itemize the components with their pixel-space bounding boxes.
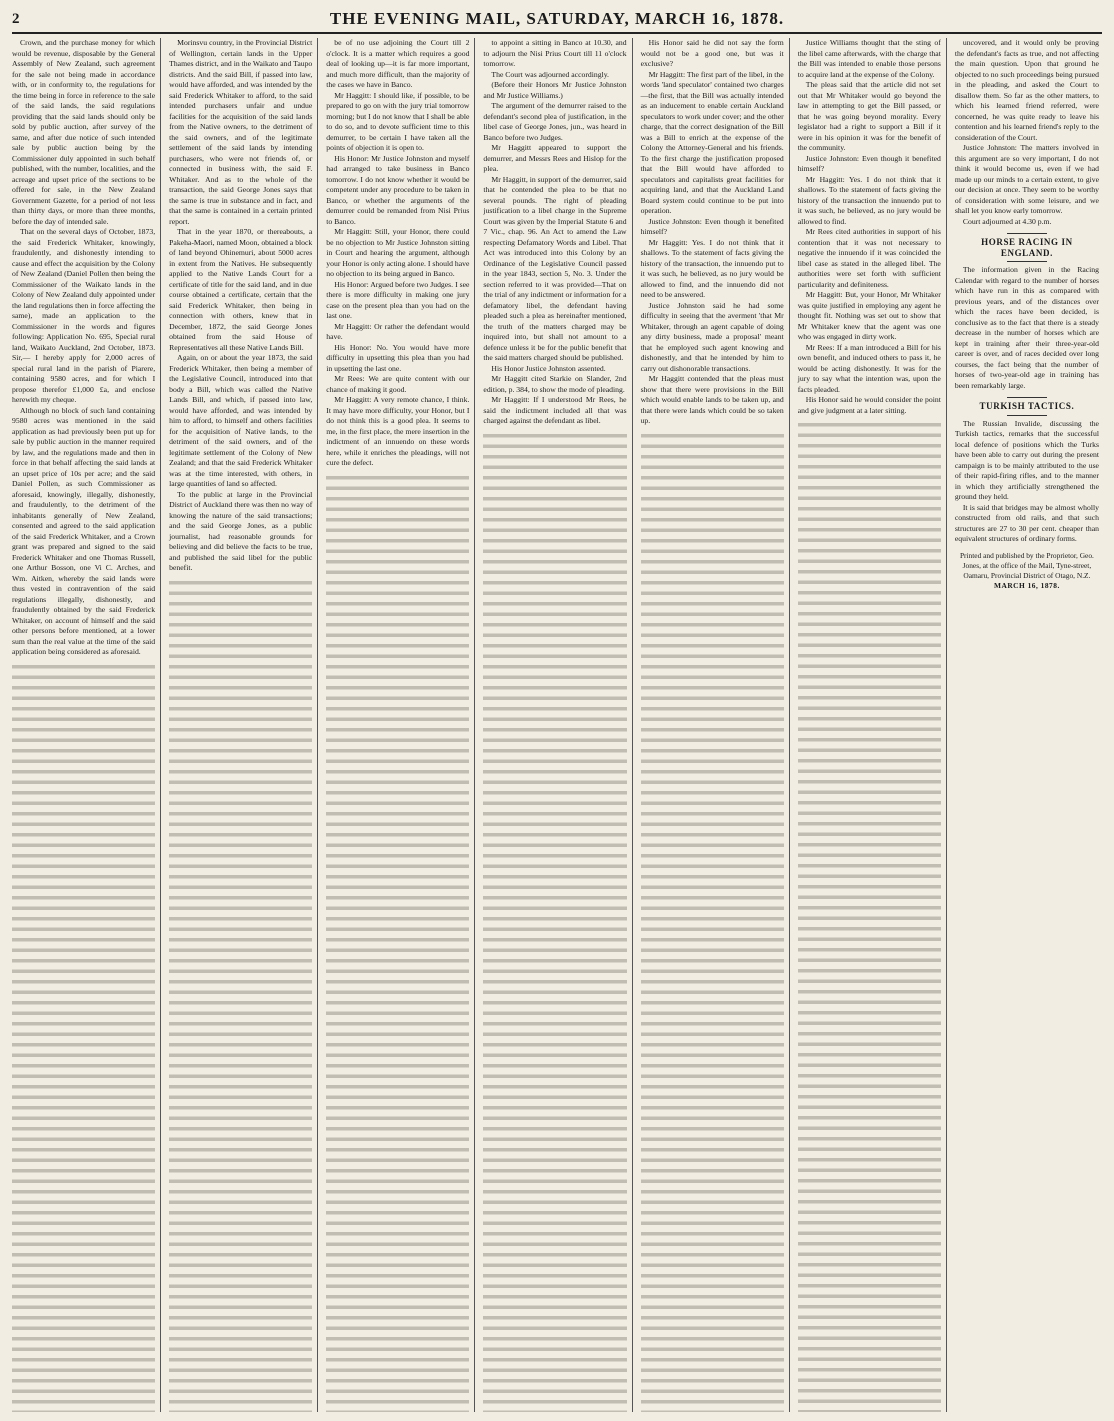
column-3: [324, 38, 475, 1412]
continued-text: [169, 578, 312, 1412]
paragraph: That on the several days of October, 1873, the said Frederick Whitaker, knowingly, fraudulently, and dishonestly intending to cause and effect the acquisition by the Colony of New Zealand (Daniel Pollen then being the Commissioner of the Waikato lands in the Colony of New Zealand duly appointed under the land regulations then in force affecting the same), made an application to the Commissioner in the words and figures following: Application No. 695, Special rural land, Waikato Auckland, 2nd October, 1873. Sir,— I hereby apply for 2,000 acres of special rural land in the parish of Piarere, containing 9580 acres, and for which I propose therefor £1,000 £a, and enclose herewith my cheque.: [12, 227, 156, 404]
paragraph: Crown, and the purchase money for which would be revenue, disposable by the General Assembly of New Zealand, such agreement for the sale not being made in accordance with, or in conformity to, the regulations for the time being in force in reference to the sale of the said lands, the said regulations providing that the said lands should only be sold by public auction, after survey of the same, and after due notice of such intended sale by public auction being by the Commissioner duly appointed in such behalf published, with the number, localities, and the acreage and upset price of the sections to be offered for sale, in the New Zealand Government Gazette, for a period of not less than thirty days, or more than three months, before the day of intended sale.: [12, 38, 156, 226]
column-4: [481, 38, 632, 1412]
continued-text: [326, 473, 469, 1412]
paragraph: Mr Haggitt cited Starkie on Slander, 2nd edition, p. 384, to show the mode of pleading.: [483, 374, 627, 394]
paragraph: His Honor said he did not say the form would not be a good one, but was it exclusive?: [640, 38, 784, 68]
paragraph: Mr Rees: We are quite content with our chance of making it good.: [326, 374, 470, 394]
paragraph: His Honor: No. You would have more difficulty in upsetting this plea than you had in upsetting the last one.: [326, 342, 470, 373]
paragraph: Mr Haggitt: I should like, if possible, to be prepared to go on with the jury trial tomorrow morning; but I do not know that I shall be able to do so, and to devote sufficient time to this demurrer, to be certain I have taken all the points of objection it is open to.: [326, 90, 470, 152]
paragraph: be of no use adjoining the Court till 2 o'clock. It is a matter which requires a good deal of looking up—it is far more important, and much more difficult, than the majority of the cases we have in Banco.: [326, 38, 470, 89]
paragraph: The Court was adjourned accordingly.: [491, 69, 609, 79]
paragraph: to appoint a sitting in Banco at 10.30, and to adjourn the Nisi Prius Court till 11 o'clock tomorrow.: [483, 38, 627, 68]
paragraph: The Russian Invalide, discussing the Turkish tactics, remarks that the successful local defence of positions which the Turks have been able to carry out during the present campaign is to be mainly attributed to the use of their rapid-firing rifles, and to the manner in which they artificially strengthened the ground they held.: [954, 418, 1099, 501]
column-7: [953, 38, 1104, 1412]
paragraph: It is said that bridges may be almost wholly constructed from old rails, and that such structures are 27 to 30 per cent. cheaper than equivalent structures of ordinary forms.: [954, 502, 1099, 543]
paragraph: Mr Haggitt: Or rather the defendant would have.: [326, 321, 470, 341]
paragraph: Mr Haggitt: Yes. I do not think that it shallows. To the statement of facts giving the history of the transaction, the innuendo put to it was such, he believed, as no jury would be allowed to find, and the innuendo did not need to be answered.: [640, 237, 784, 299]
paragraph: Again, on or about the year 1873, the said Frederick Whitaker, then being a member of the Legislative Council, introduced into that body a Bill, which was called the Native Lands Bill, and which, if passed into law, would have afforded, and was intended by him to afford, to himself and others facilities for the acquisition of Native lands, to the detriment of the said owners, and of the legitimate settlement of the Colony of New Zealand; and that the said Frederick Whitaker was at the time interested, with others, in large quantities of land so affected.: [169, 353, 313, 488]
paragraph: Justice Johnston: The matters involved in this argument are so very important, I do not think it would become us, even if we had made up our minds to a certain extent, to give our decision at once. They seem to be worthy of consideration with some leisure, and we shall let you know early tomorrow.: [954, 143, 1099, 215]
divider: [1007, 261, 1047, 262]
paragraph: uncovered, and it would only be proving the defendant's facts as true, and not affecting the main question. Upon that ground he objected to no such proceedings being pursued in the pleading, and asked the Court to disallow them. So far as the other matters, to which his learned friend referred, were concerned, he was quite ready to leave his contention and his learned friend's reply to the consideration of the Court.: [954, 38, 1099, 142]
paragraph: His Honor Justice Johnston assented.: [491, 363, 606, 373]
paragraph: Court adjourned at 4.30 p.m.: [962, 216, 1052, 226]
paragraph: Morinsvu country, in the Provincial District of Wellington, certain lands in the Upper Thames district, and in the Waikato and Taupo districts. And the said Bill, if passed into law, would have afforded, and was intended by the said Frederick Whitaker to afford, to the said intended purchasers unfair and undue facilities for the acquisition of the said lands from the Native owners, to the detriment of the said owners, and of the legitimate settlement of the said lands by intending purchasers, who were not friends of, or connected in business with, the said F. Whitaker. And as to the whole of the transaction, the said George Jones says that the same is true in substance and in fact, and that the same is contained in a certain printed report.: [169, 38, 313, 226]
masthead: [12, 6, 1102, 34]
paragraph: Justice Williams thought that the sting of the libel came afterwards, with the charge that the Bill was intended to enable those persons to acquire land at the expense of the Colony.: [797, 38, 941, 79]
column-6: [796, 38, 947, 1412]
paragraph: Justice Johnston: Even though it benefited himself?: [797, 153, 941, 173]
paragraph: His Honor said he would consider the point and give judgment at a later sitting.: [797, 395, 941, 415]
paragraph: Mr Rees cited authorities in support of his contention that it was not necessary to negative the innuendo if it was coincided the libel case as stated in the alleged libel. The authorities were set forth with sufficient particularity and definiteness.: [797, 227, 941, 289]
paragraph: Mr Haggitt contended that the pleas must show that there were provisions in the Bill which would enable lands to be taken up, and that there were lands which could be so taken up.: [640, 374, 784, 425]
column-5: [639, 38, 790, 1412]
continued-text: [641, 431, 784, 1412]
column-2: [167, 38, 318, 1412]
page-number: 2: [12, 10, 20, 27]
paragraph: Mr Haggitt, in support of the demurrer, said that he contended the plea to be that no several pounds. The right of pleading justification to a libel charge in the Supreme Court was given by the Imperial Statute 6 and 7 Vic., chap. 96. An Act to amend the Law respecting Defamatory Words and Libel. That Act was introduced into this Colony by an Ordinance of the Legislative Council passed in the year 1843, section 5, No. 3. Under the section referred to it was provided—That on the trial of any indictment or information for a defamatory libel, the defendant having pleaded such a plea as hereinafter mentioned, the truth of the matters charged may be inquired into, but shall not amount to a defence unless it be for the public benefit that the said matters charged should be published.: [483, 174, 627, 362]
paragraph: Mr Haggitt: But, your Honor, Mr Whitaker was quite justified in employing any agent he thought fit. Nothing was set out to show that Mr Whitaker knew that the agent was one who was engaged in dirty work.: [797, 290, 941, 341]
paragraph: Mr Haggitt: Still, your Honor, there could be no objection to Mr Justice Johnston sitting in Court and hearing the argument, although your Honor is only acting alone. I should have no objection to its being argued in Banco.: [326, 227, 470, 278]
paragraph: That in the year 1870, or thereabouts, a Pakeha-Maori, named Moon, obtained a block of land beyond Ohinemuri, about 5000 acres in extent from the Natives. He subsequently applied to the Native Lands Court for a certificate of title for the said land, and in due course obtained a certificate, certain that the said Frederick Whitaker, then being in connection with others, knew that in December, 1872, the said George Jones obtained from the said House of Representatives all these Native Lands Bill.: [169, 227, 313, 352]
divider: [1007, 397, 1047, 398]
imprint-text: Printed and published by the Proprietor, Geo. Jones, at the office of the Mail, Tyne-street, Oamaru, Provincial District of Otago, N.Z.: [959, 550, 1094, 580]
paragraph: Mr Haggitt: Yes. I do not think that it shallows. To the statement of facts giving the history of the transaction the innuendo put to it was such, he believed, as no jury would be allowed to find.: [797, 174, 941, 226]
paragraph: Mr Haggitt: The first part of the libel, in the words 'land speculator' contained two charges—the first, that the Bill was actually intended as an inducement to enable certain Auckland speculators to work under cover; and the other charge, that the correct designation of the Bill was a Bill to enrich at the expense of the Colony the Attorney-General and his friends. To the first charge the justification proposed that the Bill would have afforded to speculators and capitalists great facilities for acquiring land, and that the Auckland Land Board system could continue to be put into operation.: [640, 69, 784, 215]
divider: [1007, 415, 1047, 416]
section-heading-turkish-tactics: [955, 397, 1099, 416]
column-1: [10, 38, 161, 1412]
heading-text: HORSE RACING IN ENGLAND.: [981, 237, 1073, 258]
continued-text: [798, 420, 941, 1412]
article-columns: [10, 38, 1104, 1412]
paragraph: His Honor: Mr Justice Johnston and myself had arranged to take business in Banco tomorrow. I do not know whether it would be competent under any procedure to be taken in Banco, or whether the arguments of the demurrer could be remanded from Nisi Prius to Banco.: [326, 153, 470, 226]
paragraph: Justice Johnston said he had some difficulty in seeing that the averment 'that Mr Whitaker, through an agent capable of doing any dirty business, made a proposal' meant that he employed such agent knowing and dishonestly, and that he intended by him to carry out dishonorable transactions.: [640, 300, 784, 373]
newspaper-title: THE EVENING MAIL, SATURDAY, MARCH 16, 1878.: [329, 9, 785, 28]
divider: [1007, 233, 1047, 234]
imprint-date: MARCH 16, 1878.: [994, 580, 1060, 590]
paragraph: His Honor: Argued before two Judges. I see there is more difficulty in making one jury case on the present plea than you had on the last one.: [326, 279, 470, 320]
continued-text: [483, 431, 626, 1412]
paragraph: Mr Rees: If a man introduced a Bill for his own benefit, and induced others to pass it, he would be acting dishonestly. It was for the jury to say what the intention was, upon the facts pleaded.: [797, 342, 941, 394]
continued-text: [12, 662, 155, 1412]
paragraph: Although no block of such land containing 9580 acres was mentioned in the said application as had previously been put up for sale by public auction in the manner required by law, and the regulations made and then in force in that behalf affecting the said lands at an upset price of 10s per acre; and the said Daniel Pollen, as such Commissioner as aforesaid, knowingly, illegally, dishonestly, and fraudulently, to the detriment of the inhabitants generally of New Zealand, consented and agreed to the said application of the said Frederick Whitaker, and a Crown grant was prepared and signed to the said Frederick Whitaker and one Thomas Russell, one Arthur Bosson, one Vi C. Arches, and Wm. Aitken, whereby the said lands were thus vested in contravention of the said regulations illegally, dishonestly, and fraudulently obtained by the said Frederick Whitaker, on account of himself and the said other persons before mentioned, at a lower sum than the real value at the time of the said application being considered as aforesaid.: [12, 405, 156, 656]
section-heading-horse-racing: [955, 233, 1099, 262]
paragraph: The information given in the Racing Calendar with regard to the number of horses which have run in this as compared with previous years, and of the distances over which the races have been decided, is conclusive as to the fact that there is a steady decrease in the number of horses which are kept in training after their three-year-old career is over, and of races decided over long courses, the fact being that the number of horses of two-year-old age in training has been remarkably large.: [954, 265, 1099, 390]
paragraph: The argument of the demurrer raised to the defendant's second plea of justification, in the libel case of George Jones, jun., was heard in Banco before two Judges.: [483, 101, 627, 142]
paragraph: Justice Johnston: Even though it benefited himself?: [640, 216, 784, 236]
paragraph: Mr Haggitt appeared to support the demurrer, and Messrs Rees and Hislop for the plea.: [483, 143, 627, 173]
paragraph: To the public at large in the Provincial District of Auckland there was then no way of knowing the nature of the said transactions; and the said George Jones, as a public journalist, had reasonable grounds for believing and did believe the facts to be true, and published the said libel for the public benefit.: [169, 489, 313, 572]
heading-text: TURKISH TACTICS.: [979, 401, 1075, 411]
paragraph: The pleas said that the article did not set out that Mr Whitaker would go beyond the law in attempting to get the Bill passed, or that he was going beyond morality. Every legislator had a right to support a Bill if it were in his opinion it was for the benefit of the community.: [797, 80, 941, 152]
paragraph: Mr Haggitt: If I understood Mr Rees, he said the indictment included all that was charged against the defendant as libel.: [483, 395, 627, 425]
paragraph: (Before their Honors Mr Justice Johnston and Mr Justice Williams.): [483, 80, 627, 100]
paragraph: Mr Haggitt: A very remote chance, I think. It may have more difficulty, your Honor, but I do not think this is a good plea. It seems to me, in the first place, the mere insertion in the indictment of an innuendo on these words here, while it enriches the pleadings, will not cure the defect.: [326, 395, 470, 467]
printer-imprint: [955, 551, 1099, 591]
